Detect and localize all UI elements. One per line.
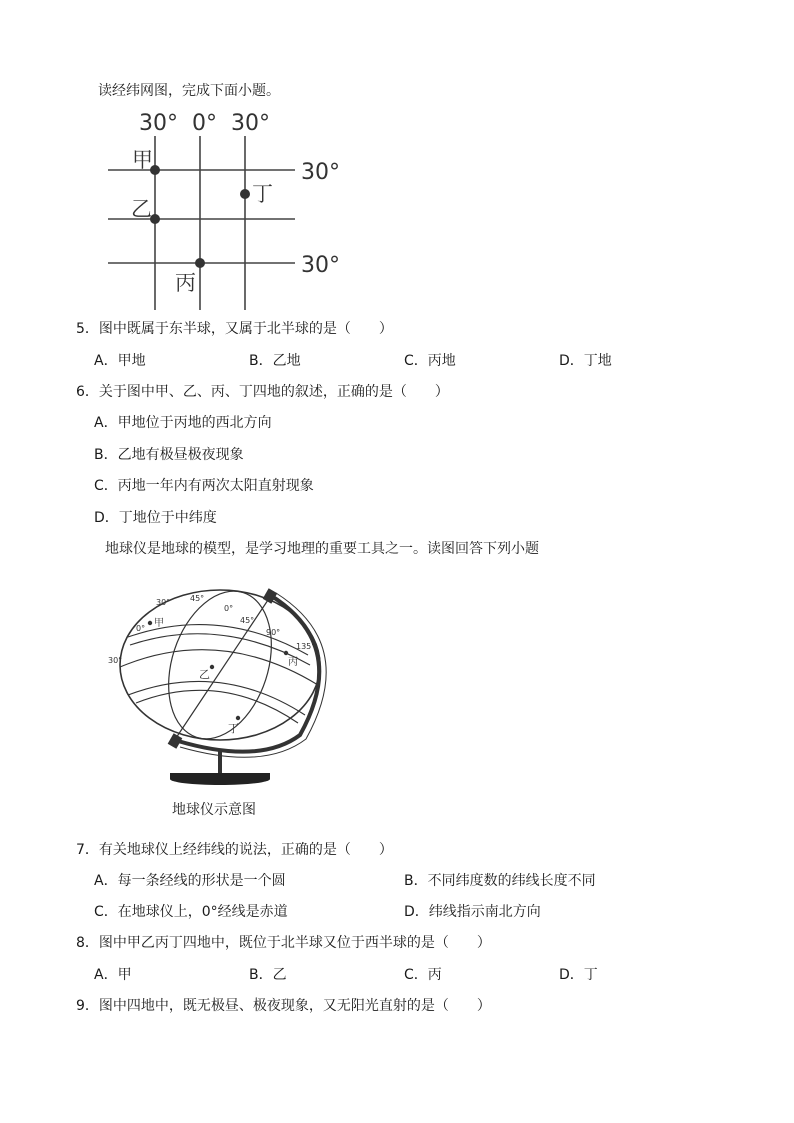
top-label-0: 0° [192, 111, 217, 136]
label-yi: 乙 [131, 197, 152, 221]
top-label-30w: 30° [139, 111, 178, 136]
globe-axis [174, 597, 270, 741]
globe-parallel-south-2 [136, 690, 298, 723]
q7-option-d[interactable]: D．纬线指示南北方向 [404, 904, 541, 920]
q7-option-c[interactable]: C．在地球仪上，0°经线是赤道 [94, 904, 288, 920]
q7-option-a[interactable]: A．每一条经线的形状是一个圆 [94, 873, 286, 889]
q8-option-d[interactable]: D．丁 [559, 967, 598, 983]
globe-degree-label: 90° [266, 628, 281, 637]
q8-option-a[interactable]: A．甲 [94, 967, 132, 983]
globe-degree-label: 30° [156, 598, 171, 607]
q8-option-b[interactable]: B．乙 [249, 967, 287, 983]
label-jia: 甲 [132, 148, 153, 172]
intro-text-1: 读经纬网图，完成下面小题。 [98, 83, 280, 99]
right-label-30s: 30° [301, 253, 340, 278]
globe-parallel-south [128, 681, 305, 715]
globe-degree-label: 0° [136, 624, 146, 633]
globe-degree-label: 0° [224, 604, 234, 613]
intro-text-2: 地球仪是地球的模型，是学习地理的重要工具之一。读图回答下列小题 [105, 541, 539, 557]
top-label-30e: 30° [231, 111, 270, 136]
globe-meridian [151, 585, 289, 752]
globe-label-yi: 乙 [199, 668, 210, 681]
globe-label-ding: 丁 [228, 722, 239, 735]
globe-degree-label: 135° [296, 642, 316, 651]
q6-option-a[interactable]: A．甲地位于丙地的西北方向 [94, 415, 272, 431]
globe-caption: 地球仪示意图 [172, 802, 256, 818]
point-ding [240, 189, 250, 199]
q5-option-b[interactable]: B．乙地 [249, 353, 301, 369]
globe-degree-label: 30° [108, 656, 123, 665]
lat-long-grid-figure [100, 108, 360, 313]
q8-option-c[interactable]: C．丙 [404, 967, 442, 983]
globe-label-jia: 甲 [154, 618, 164, 629]
globe-figure [100, 585, 340, 785]
q7-stem: 7．有关地球仪上经纬线的说法，正确的是（ ） [76, 842, 393, 858]
label-ding: 丁 [252, 182, 273, 206]
q5-option-a[interactable]: A．甲地 [94, 353, 146, 369]
q5-option-c[interactable]: C．丙地 [404, 353, 456, 369]
right-label-30n: 30° [301, 160, 340, 185]
globe-label-bing: 丙 [288, 657, 298, 668]
q5-stem: 5．图中既属于东半球，又属于北半球的是（ ） [76, 321, 393, 337]
globe-parallel-north-2 [130, 634, 310, 665]
q6-option-b[interactable]: B．乙地有极昼极夜现象 [94, 447, 244, 463]
q6-option-d[interactable]: D．丁地位于中纬度 [94, 510, 217, 526]
point-bing [195, 258, 205, 268]
globe-degree-label: 45° [240, 616, 255, 625]
q5-option-d[interactable]: D．丁地 [559, 353, 612, 369]
q7-option-b[interactable]: B．不同纬度数的纬线长度不同 [404, 873, 596, 889]
q8-stem: 8．图中甲乙丙丁四地中，既位于北半球又位于西半球的是（ ） [76, 935, 491, 951]
label-bing: 丙 [175, 271, 196, 295]
q6-stem: 6．关于图中甲、乙、丙、丁四地的叙述，正确的是（ ） [76, 384, 449, 400]
globe-degree-label: 45° [190, 594, 205, 603]
q9-stem: 9．图中四地中，既无极昼、极夜现象，又无阳光直射的是（ ） [76, 998, 491, 1014]
q6-option-c[interactable]: C．丙地一年内有两次太阳直射现象 [94, 478, 314, 494]
